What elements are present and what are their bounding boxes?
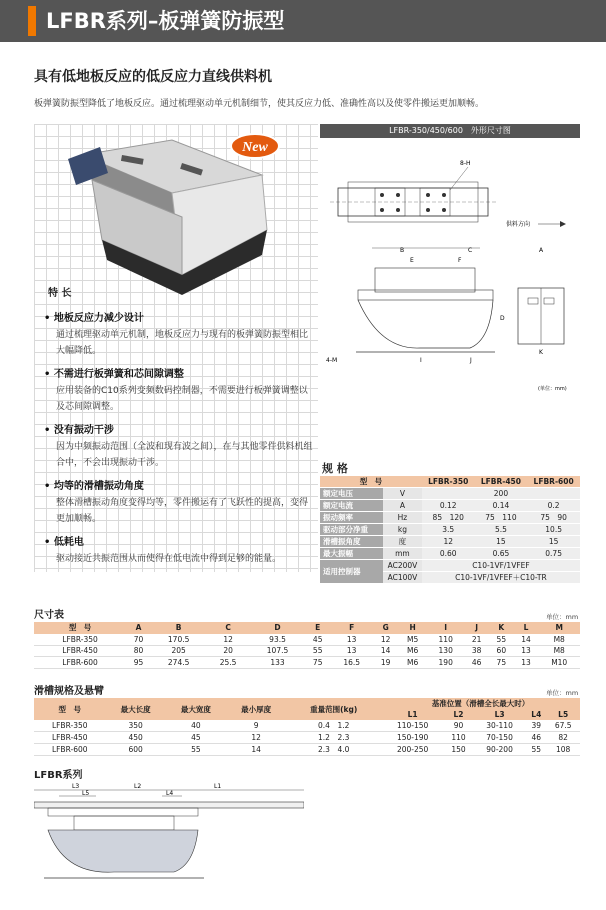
table-cell: 350 (105, 720, 165, 732)
table-cell: 40 (166, 720, 226, 732)
feature-title: • 均等的滑槽振动角度 (44, 481, 144, 492)
table-cell: LFBR-450 (34, 732, 105, 744)
feature-item (44, 309, 314, 359)
section-heading: 具有低地板反应的低反应力直线供料机 (34, 69, 272, 85)
header-cell: K (489, 622, 514, 634)
new-badge (230, 132, 280, 160)
table-cell: 0.4 1.2 (286, 720, 381, 732)
table-cell: 75 (305, 657, 330, 669)
table-cell: M10 (538, 657, 580, 669)
unit-cell: A (383, 500, 422, 512)
row-label: 最大振幅 (320, 548, 383, 560)
value-cell: 0.14 (475, 500, 528, 512)
slot-spec-table (34, 698, 580, 756)
table-cell: LFBR-600 (34, 744, 105, 756)
table-row (34, 645, 580, 657)
page-header-bar (0, 0, 606, 42)
table-cell: 13 (514, 645, 539, 657)
table-cell: 39 (526, 720, 546, 732)
table-cell: 107.5 (250, 645, 306, 657)
header-cell: 重量范围(kg) (286, 698, 381, 720)
table-cell: 45 (305, 634, 330, 646)
table-cell: 55 (489, 634, 514, 646)
feature-title: • 低耗电 (44, 537, 84, 548)
header-cell: 型 号 (34, 698, 105, 720)
table-cell: M6 (398, 645, 427, 657)
table-cell: 80 (126, 645, 151, 657)
feature-desc: 应用装备的C10系列变频数码控制器，不需要进行板弹簧调整以及芯间隙调整。 (56, 386, 308, 412)
dimensions-unit: 单位：mm (546, 613, 579, 621)
header-cell: I (427, 622, 464, 634)
header-cell: G (373, 622, 398, 634)
table-row (34, 720, 580, 732)
header-cell: J (464, 622, 489, 634)
row-label: 振动频率 (320, 512, 383, 524)
intro-text: 板弹簧防振型降低了地板反应。通过梳理驱动单元机制细节，使其反应力低、准确性高以及使零件搬运更加顺畅。 (34, 99, 485, 109)
table-cell: 90 (444, 720, 473, 732)
unit-label: (单位：mm) (538, 386, 567, 392)
feature-item (44, 365, 314, 415)
dim-f-label: F (458, 257, 462, 264)
header-cell: 型 号 (34, 622, 126, 634)
header-cell: 基准位置（滑槽全长最大时） (381, 698, 580, 709)
header-cell: 最大长度 (105, 698, 165, 720)
dimension-drawing (320, 140, 580, 400)
table-cell: 133 (250, 657, 306, 669)
value-cell: 0.65 (475, 548, 528, 560)
table-cell: 95 (126, 657, 151, 669)
table-cell: 14 (226, 744, 286, 756)
table-cell: M8 (538, 645, 580, 657)
unit-cell: AC100V (383, 571, 422, 583)
value-cell: 12 (422, 536, 475, 548)
table-cell: 14 (514, 634, 539, 646)
table-cell: 12 (226, 732, 286, 744)
row-label: 滑槽振角度 (320, 536, 383, 548)
table-row (320, 488, 580, 500)
header-cell: L1 (381, 709, 444, 720)
value-cell: 200 (422, 488, 580, 500)
table-cell: 13 (514, 657, 539, 669)
row-label: 额定电流 (320, 500, 383, 512)
table-header-row (34, 622, 580, 634)
table-cell: 450 (105, 732, 165, 744)
value-cell: C10-1VF/1VFEF＋C10-TR (422, 571, 580, 583)
table-cell: 75 (489, 657, 514, 669)
header-cell: F (330, 622, 373, 634)
table-cell: 110 (444, 732, 473, 744)
value-cell: 10.5 (527, 524, 580, 536)
table-row (320, 500, 580, 512)
feed-direction-label: 供料方向 (506, 221, 531, 228)
diagram-label: L4 (166, 790, 174, 797)
table-cell: M5 (398, 634, 427, 646)
header-cell: L2 (444, 709, 473, 720)
dim-a-label: A (539, 247, 544, 254)
header-cell: A (126, 622, 151, 634)
header-cell: C (206, 622, 249, 634)
header-cell: 型 号 (320, 476, 422, 488)
dim-m-label: 4-M (326, 357, 338, 364)
table-cell: 13 (330, 634, 373, 646)
diagram-label: L3 (72, 783, 80, 790)
table-cell: 30-110 (473, 720, 526, 732)
table-cell: M6 (398, 657, 427, 669)
header-cell: H (398, 622, 427, 634)
table-row (320, 560, 580, 572)
table-cell: LFBR-600 (34, 657, 126, 669)
dim-j-label: J (470, 357, 472, 364)
header-cell: E (305, 622, 330, 634)
feature-desc: 通过梳理驱动单元机制，地板反应力与现有的板弹簧防振型相比大幅降低。 (56, 330, 309, 356)
feature-title: • 没有振动干涉 (44, 425, 114, 436)
table-row (34, 634, 580, 646)
diagram-label: L1 (214, 783, 222, 790)
row-label: 驱动部分净重 (320, 524, 383, 536)
table-cell: 45 (166, 732, 226, 744)
header-cell: B (151, 622, 207, 634)
dim-k-label: K (539, 349, 543, 356)
feature-desc: 驱动接近共振范围从而使得在低电流中得到足够的能量。 (56, 554, 282, 564)
unit-cell: V (383, 488, 422, 500)
header-cell: LFBR-350 (422, 476, 475, 488)
table-cell: 70-150 (473, 732, 526, 744)
diagram-label: L2 (134, 783, 142, 790)
header-cell: M (538, 622, 580, 634)
value-cell: 75 110 (475, 512, 528, 524)
header-cell: L5 (546, 709, 580, 720)
dim-c-label: C (468, 247, 473, 254)
page-title: LFBR系列–板弹簧防振型 (46, 9, 285, 33)
header-cell: 最小厚度 (226, 698, 286, 720)
table-cell: LFBR-450 (34, 645, 126, 657)
header-accent (28, 6, 36, 36)
table-cell: M8 (538, 634, 580, 646)
table-cell: 67.5 (546, 720, 580, 732)
slot-spec-unit: 单位：mm (546, 689, 579, 697)
table-cell: 150 (444, 744, 473, 756)
table-row (320, 536, 580, 548)
table-cell: 55 (526, 744, 546, 756)
value-cell: 0.2 (527, 500, 580, 512)
unit-cell: AC200V (383, 560, 422, 572)
table-cell: 70 (126, 634, 151, 646)
header-cell: 最大宽度 (166, 698, 226, 720)
table-cell: 130 (427, 645, 464, 657)
table-cell: 150-190 (381, 732, 444, 744)
table-cell: 16.5 (330, 657, 373, 669)
dimension-drawing-title: LFBR-350/450/600 外形尺寸图 (320, 124, 580, 138)
diagram-label: L5 (82, 790, 90, 797)
value-cell: 3.5 (422, 524, 475, 536)
spec-table (320, 476, 580, 584)
feature-item (44, 533, 314, 567)
feature-desc: 因为中频振动范围（全波和现有波之间），在与其他零件供料机组合中，不会出现振动干涉。 (56, 442, 313, 468)
table-cell: 93.5 (250, 634, 306, 646)
table-cell: 55 (166, 744, 226, 756)
table-cell: 1.2 2.3 (286, 732, 381, 744)
feature-item (44, 477, 314, 527)
table-cell: LFBR-350 (34, 720, 105, 732)
table-cell: LFBR-350 (34, 634, 126, 646)
unit-cell: mm (383, 548, 422, 560)
table-cell: 110-150 (381, 720, 444, 732)
unit-cell: kg (383, 524, 422, 536)
table-header-row (320, 476, 580, 488)
table-row (320, 548, 580, 560)
feature-title: • 地板反应力减少设计 (44, 313, 144, 324)
dim-d-label: D (500, 315, 505, 322)
table-row (320, 512, 580, 524)
table-cell: 200-250 (381, 744, 444, 756)
table-cell: 12 (206, 634, 249, 646)
value-cell: 0.12 (422, 500, 475, 512)
feature-item (44, 421, 314, 471)
slot-spec-title: 滑槽规格及悬臂 (34, 686, 104, 697)
dim-e-label: E (410, 257, 414, 264)
header-cell: LFBR-600 (527, 476, 580, 488)
dimensions-table (34, 622, 580, 669)
table-cell: 55 (305, 645, 330, 657)
value-cell: 75 90 (527, 512, 580, 524)
table-cell: 25.5 (206, 657, 249, 669)
table-cell: 38 (464, 645, 489, 657)
value-cell: 5.5 (475, 524, 528, 536)
table-row (320, 524, 580, 536)
table-row (34, 732, 580, 744)
row-label: 额定电压 (320, 488, 383, 500)
header-cell: L4 (526, 709, 546, 720)
header-cell: L3 (473, 709, 526, 720)
series-diagram-title: LFBR系列 (34, 770, 83, 781)
value-cell: C10-1VF/1VFEF (422, 560, 580, 572)
table-cell: 12 (373, 634, 398, 646)
table-cell: 108 (546, 744, 580, 756)
value-cell: 0.75 (527, 548, 580, 560)
table-cell: 46 (526, 732, 546, 744)
table-cell: 13 (330, 645, 373, 657)
new-badge-text: New (242, 140, 268, 155)
unit-cell: Hz (383, 512, 422, 524)
table-cell: 170.5 (151, 634, 207, 646)
row-label: 适用控制器 (320, 560, 383, 584)
table-cell: 274.5 (151, 657, 207, 669)
table-cell: 110 (427, 634, 464, 646)
header-cell: D (250, 622, 306, 634)
table-cell: 600 (105, 744, 165, 756)
table-cell: 19 (373, 657, 398, 669)
table-header-row (34, 698, 580, 709)
table-cell: 205 (151, 645, 207, 657)
hole-label: 8-H (460, 160, 471, 167)
table-cell: 9 (226, 720, 286, 732)
header-cell: L (514, 622, 539, 634)
table-cell: 20 (206, 645, 249, 657)
dimensions-title: 尺寸表 (34, 610, 64, 621)
table-cell: 21 (464, 634, 489, 646)
series-diagram (34, 780, 304, 895)
table-cell: 2.3 4.0 (286, 744, 381, 756)
value-cell: 0.60 (422, 548, 475, 560)
table-cell: 46 (464, 657, 489, 669)
header-cell: LFBR-450 (475, 476, 528, 488)
table-cell: 90-200 (473, 744, 526, 756)
dim-b-label: B (400, 247, 405, 254)
table-cell: 190 (427, 657, 464, 669)
value-cell: 85 120 (422, 512, 475, 524)
value-cell: 15 (527, 536, 580, 548)
features-title: 特 长 (48, 288, 72, 299)
value-cell: 15 (475, 536, 528, 548)
spec-title: 规 格 (322, 462, 348, 475)
table-row (34, 744, 580, 756)
table-cell: 82 (546, 732, 580, 744)
dim-i-label: I (420, 357, 422, 364)
table-cell: 14 (373, 645, 398, 657)
table-row (34, 657, 580, 669)
unit-cell: 度 (383, 536, 422, 548)
feature-desc: 整体滑槽振动角度变得均等，零件搬运有了飞跃性的提高，变得更加顺畅。 (56, 498, 309, 524)
feature-title: • 不需进行板弹簧和芯间隙调整 (44, 369, 184, 380)
table-cell: 60 (489, 645, 514, 657)
